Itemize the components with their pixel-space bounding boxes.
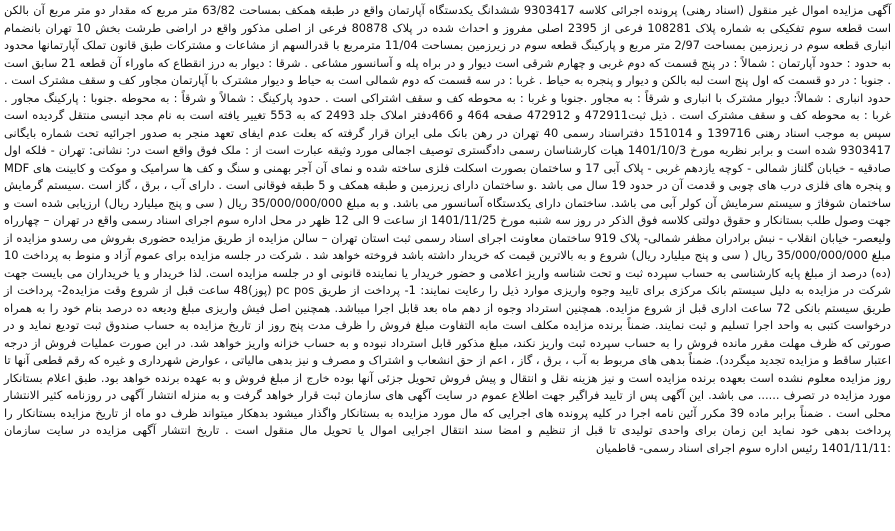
auction-notice-body: آگهی مزایده اموال غیر منقول (اسناد رهنی) پرونده اجرائی کلاسه 9303417 ششدانگ یکدستگاه آپارتمان واقع در طبقه همکف بمساحت 63/82 متر مربع که مقدار دو متر مربع آن بالکن است قطعه سوم تفکیکی به شماره پلاک 108281 فرعی از 2395 اصلی مفروز و احداث شده در پلاک 80878 فرعی از اصلی مذکور واقع در اراضی طرشت بخش 10 تهران بانضمام انباری قطعه سوم در زیرزمین بمساحت 2/97 متر مربع و پارکینگ قطعه سوم در زیرزمین بمساحت 11/04 مترمربع با قدرالسهم از مشاعات و مشترکات طبق قانون تملک آپارتمانها محدود به حدود : حدود آپارتمان : شمالاً : در پنج قسمت که دوم غربی و چهارم شرقی است دیوار و در براه پله و آسانسور مشاعی . شرقا : دیوار به درز انقطاع که ماوراء آن قطعه 21 سابق است . جنوبا : در دو قسمت که اول پنج است لبه بالکن و دیوار و پنجره به حیاط . غربا : در سه قسمت که دوم شمالی است به حیاط و دیوار مشترک با آپارتمان مجاور کف و سقف مشترک است . حدود انباری : شمالاً: دیوار مشترک با انباری و شرقاً : به مجاور .جنوبا و غربا : به محوطه کف و سقف اشتراکی است . حدود پارکینگ : شمالاً و شرقاً : به محوطه .جنوبا : پارکینگ مجاور . غربا : به محوطه کف و سقف مشترک است . ذیل ثبت472911 و 472912 صفحه 464 و 466دفتر املاک جلد 2493 که به 553 تغییر یافته است به نام مجد انیسی منتقل گردیده است سپس به موجب اسناد رهنی 139716 و 151014 دفتراسناد رسمی 40 تهران در رهن بانک ملی ایران قرار گرفته که بعلت عدم ایفای تعهد منجر به صدور اجرائیه تحت شماره بایگانی 9303417 شده است و برابر نظریه مورخ 1401/10/3 هیات کارشناسان رسمی دادگستری توصیف اجمالی مورد وثیقه عبارت است از : ملک فوق واقع است در: نشانی: تهران - فلکه اول صادقیه - خیابان گلناز شمالی - کوچه یازدهم غربی - پلاک آبی 17 و ساختمان بصورت اسکلت فلزی ساخته شده و نمای آن آجر بهمنی و سنگ و کف ها سرامیک و موکت و کابینت های MDF و پنجره های فلزی درب های چوبی و قدمت آن در حدود 19 سال می باشد .و ساختمان دارای زیرزمین و طبقه همکف و 5 طبقه فوقانی است . دارای آب ، برق ، گاز است .سیستم گرمایش ساختمان شوفاژ و سیستم سرمایش آن کولر آبی می باشد. ساختمان دارای یکدستگاه آسانسور می باشد. و به مبلغ 35/000/000/000 ریال ( سی و پنج میلیارد ریال) ارزیابی شده است و جهت وصول طلب بستانکار و حقوق دولتی کلاسه فوق الذکر در روز سه شنبه مورخ 1401/11/25 از ساعت 9 الی 12 ظهر در محل اداره سوم اجرای اسناد رسمی واقع در تهران – چهارراه ولیعصر- خیابان انقلاب - نبش برادران مظفر شمالی- پلاک 919 ساختمان معاونت اجرای اسناد رسمی ثبت استان تهران – سالن مزایده از طریق مزایده حضوری بفروش می رسدو مزایده از مبلغ 35/000/000/000 ریال ( سی و پنج میلیارد ریال) شروع و به بالاترین قیمت که خریدار داشته باشد فروخته خواهد شد . شرکت در جلسه مزایده برای عموم آزاد و منوط به پرداخت 10 (ده) درصد از مبلغ پایه کارشناسی به حساب سپرده ثبت و تحت شناسه واریز اعلامی و حضور خریدار یا نماینده قانونی او در جلسه مزایده است. لذا خریدار و یا خریداران می بایست جهت شرکت در مزایده به دلیل سیستم بانک مرکزی برای تایید وجوه واریزی موارد ذیل را رعایت نمایند: 1- پرداخت از طریق pc pos (پوز)48 ساعت قبل از شروع وقت مزایده2- پرداخت از طریق سیستم بانکی 72 ساعت اداری قبل از شروع مزایده. همچنین استرداد وجوه از دهم ماه بعد قابل اجرا میباشد. همچنین اصل فیش واریزی مبلغ ودیعه ده درصد بنام خود را به همراه درخواست کتبی به واحد اجرا تسلیم و ثبت نمایند. ضمناً برنده مزایده مکلف است مابه التفاوت مبلغ فروش را ظرف مدت پنج روز از تاریخ مزایده به حساب صندوق ثبت تودیع نماید و در صورتی که ظرف مهلت مقرر مانده فروش را به حساب سپرده ثبت واریز نکند، مبلغ مذکور قابل استرداد نبوده و به حساب خزانه واریز خواهد شد. در این صورت عملیات فروش از درجه اعتبار ساقط و مزایده تجدید میگردد). ضمناً بدهی های مربوط به آب ، برق ، گاز ، اعم از حق انشعاب و اشتراک و مصرف و نیز بدهی مالیاتی ، عوارض شهرداری و غیره که رقم قطعی آنها تا روز مزایده معلوم نشده است بعهده برنده مزایده است و نیز هزینه نقل و انتقال و پیش فروش تحویل جزئی آنها بوده خارج از مبلغ فروش و به عهده برنده خواهد بود. طبق اعلام بستانکار مورد مزایده در تصرف ...... می باشد. این آگهی پس از تایید فراگیر جهت اطلاع عموم در سایت آگهی های سازمان ثبت قرار خواهد گرفت و به منزله انتشار آگهی در روزنامه کثیر الانتشار محلی است . ضمناً برابر ماده 39 مکرر آئین نامه اجرا در کلیه پرونده های اجرایی که مال مورد مزایده به بستانکار واگذار میشود بدهکار میتواند ظرف دو ماه از تاریخ مزایده بستانکار را پرداخت بدهی خود نماید این زمان برای واحدی تولیدی تا قبل از تنظیم و امضا سند انتقال اجرایی اموال یا تحویل مال منقول است . تاریخ انتشار آگهی مزایده در سایت سازمان :1401/11/11 رئیس اداره سوم اجرای اسناد رسمی- قاطمیان: [4, 3, 892, 455]
